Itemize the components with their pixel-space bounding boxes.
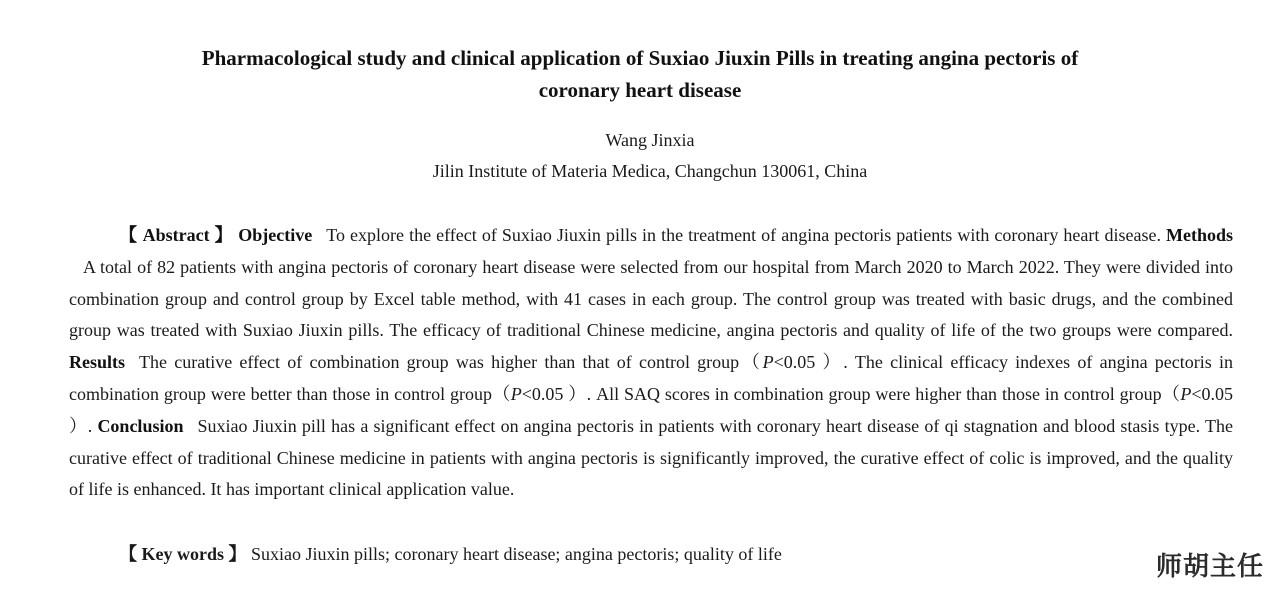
p-value: <0.05 xyxy=(773,352,823,373)
author-affiliation: Jilin Institute of Materia Medica, Changchun 130061, China xyxy=(432,161,868,181)
watermark-text: 师胡主任 xyxy=(1155,552,1264,582)
methods-label: Methods xyxy=(1166,225,1234,245)
conclusion-label: Conclusion xyxy=(97,415,184,436)
p-symbol: P xyxy=(510,383,522,404)
author-name: Wang Jinxia xyxy=(605,130,695,150)
results-label: Results xyxy=(69,352,126,373)
p-value: <0.05 xyxy=(521,383,569,404)
abstract-label: 【 Abstract 】 xyxy=(119,225,234,245)
results-text-3: ）. All SAQ scores in combination group were higher than those in control group（ xyxy=(568,383,1181,404)
objective-label: Objective xyxy=(238,225,313,245)
title-line-2: coronary heart disease xyxy=(538,78,742,102)
results-text-1: The curative effect of combination group was higher than that of control group（ xyxy=(139,352,763,373)
results-text-4: ）. xyxy=(69,415,93,436)
p-value: <0.05 xyxy=(1191,383,1234,404)
conclusion-text: Suxiao Jiuxin pill has a significant effect on angina pectoris in patients with coronary heart disease of qi stagnation and blood stasis type. The curative effect of traditional Chinese medicine in patients with angina pectoris is significantly improved, the curative effect of colic is improved, and the quality of life is enhanced. It has important clinical application value. xyxy=(69,415,1233,500)
abstract-paragraph xyxy=(69,220,1233,506)
objective-text: To explore the effect of Suxiao Jiuxin pills in the treatment of angina pectoris patients with coronary heart disease. xyxy=(326,225,1161,245)
p-symbol: P xyxy=(762,352,774,373)
keywords-line xyxy=(119,540,1119,568)
keywords-text: Suxiao Jiuxin pills; coronary heart disease; angina pectoris; quality of life xyxy=(251,544,782,564)
methods-text: A total of 82 patients with angina pectoris of coronary heart disease were selected from our hospital from March 2020 to March 2022. They were divided into combination group and control group by Excel table method, with 41 cases in each group. The control group was treated with basic drugs, and the combined group was treated with Suxiao Jiuxin pills. The efficacy of traditional Chinese medicine, angina pectoris and quality of life of the two groups were compared. xyxy=(69,256,1233,341)
title-line-1: Pharmacological study and clinical application of Suxiao Jiuxin Pills in treating angina pectoris of xyxy=(201,46,1079,70)
paper-title xyxy=(0,42,1280,106)
results-text-2: ）. The clinical efficacy indexes of angina pectoris in combination group were better than those in control group（ xyxy=(69,352,1233,404)
p-symbol: P xyxy=(1180,383,1192,404)
keywords-label: 【 Key words 】 xyxy=(119,544,247,564)
